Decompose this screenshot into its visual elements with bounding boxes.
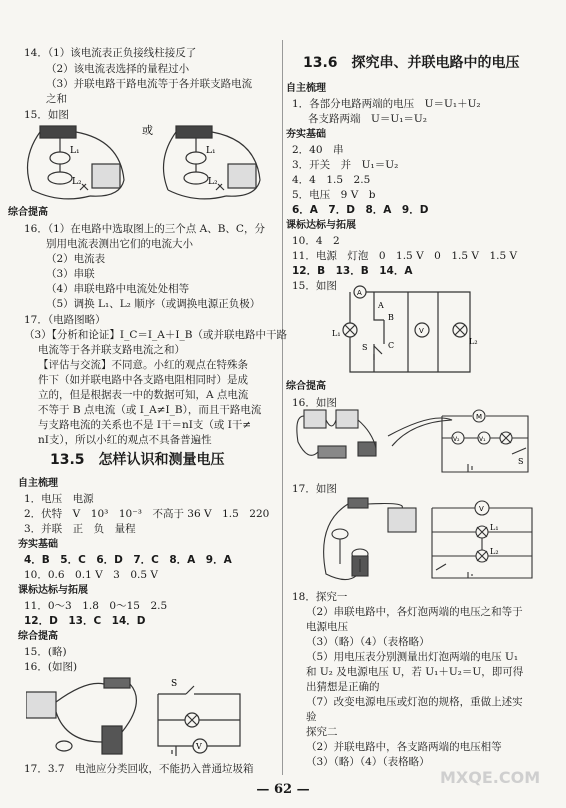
answer-line: 11．0～3 1.8 0～15 2.5 [24,600,168,612]
answer-line: 2．40 串 [292,144,344,156]
answer-line: 10．0.6 0.1 V 3 0.5 V [24,569,158,581]
answer-line: 3．开关 并 U₁＝U₂ [292,159,399,171]
lamp-label: L₁ [70,146,80,156]
answer-line: 4．4 1.5 2.5 [292,174,371,186]
answer-line: 14．（1）该电流表正负接线柱接反了 [24,47,197,59]
chapter-13-6-title: 13.6 探究串、并联电路中的电压 [303,55,520,71]
answer-line: （3）【分析和论证】I_C＝I_A＋I_B（或并联电路中干路 [24,329,287,341]
section-heading: 夯实基础 [18,539,58,550]
answer-line: 16．如图 [292,397,337,409]
answer-line: 【评估与交流】不同意。小红的观点在特殊条 [38,359,248,371]
lamp-label: L₂ [208,177,218,187]
point-label-a: A [378,301,384,310]
answer-line: 15．(略) [24,646,67,658]
answer-line: 电源电压 [306,621,348,633]
answer-line: 电流等于各并联支路电流之和） [38,344,185,356]
answer-line: 3．并联 正 负 量程 [24,523,136,535]
answer-line: 10．4 2 [292,235,340,247]
answer-line: （2）串联电路中，各灯泡两端的电压之和等于 [306,606,523,618]
motor-label: M [476,413,483,421]
answer-line: （5）用电压表分别测量出灯泡两端的电压 U₁ [306,651,519,663]
answer-line: 12．B 13．B 14．A [292,265,413,277]
answer-line: 别用电流表测出它们的电流大小 [46,238,193,250]
answer-line: （4）串联电路中电流处处相等 [46,283,190,295]
answer-line: 件下（如并联电路中各支路电阻相同时）是成 [38,374,248,386]
figure-16-motor-circuit [292,402,554,482]
answer-line: 18．探究一 [292,591,348,603]
lamp-label-l1: L₁ [332,329,341,338]
point-label-c: C [388,341,395,350]
answer-line: 2．伏特 V 10³ 10⁻³ 不高于 36 V 1.5 220 [24,508,270,520]
answer-line: 11．电源 灯泡 0 1.5 V 0 1.5 V 1.5 V [292,250,518,262]
answer-line: 和 U₂ 及电源电压 U，若 U₁＋U₂＝U，即可得 [306,666,524,678]
answer-line: 15．如图 [292,280,337,292]
answer-line: （2）电流表 [46,253,106,265]
column-divider [282,40,283,775]
lamp-label: L₁ [206,146,216,156]
answer-line: 出猜想是正确的 [306,681,380,693]
figure-16-voltage-circuit [26,672,270,760]
answer-line: 立的，但是根据表一中的数据可知，A 点电流 [38,389,249,401]
lamp-label-l1: L₁ [490,523,499,532]
section-heading: 课标达标与拓展 [286,220,356,231]
answer-line: （5）调换 L₁、L₂ 顺序（或调换电源正负极） [46,298,261,310]
answer-line: 17．3.7 电池应分类回收，不能扔入普通垃圾箱 [24,763,254,775]
or-text: 或 [142,124,153,137]
ammeter-label: A [357,289,362,297]
answer-line: 1．各部分电路两端的电压 U＝U₁＋U₂ [292,98,481,110]
section-head-comprehensive: 综合提高 [8,207,48,218]
answer-line: 6．A 7．D 8．A 9．D [292,204,429,216]
figure-17-parallel-circuit [296,494,558,588]
figure-15-circuits [20,120,276,204]
switch-label: S [171,679,178,689]
lamp-label-l2: L₂ [469,337,478,346]
answer-line: 16．(如图) [24,661,78,673]
answer-line: 验 [306,711,317,723]
lamp-label-l2: L₂ [490,547,499,556]
voltmeter-label: V [196,742,202,751]
answer-line: （3）（略）（4）（表格略） [306,756,430,768]
watermark: MXQE.COM [440,768,541,787]
answer-line: 5．电压 9 V b [292,189,376,201]
answer-line: 之和 [46,93,67,105]
answer-line: 12．D 13．C 14．D [24,615,146,627]
answer-line: 各支路两端 U＝U₁＝U₂ [308,113,427,125]
voltmeter-label: V [479,505,484,513]
section-heading: 自主梳理 [18,478,58,489]
section-heading: 自主梳理 [286,83,326,94]
answer-line: 16．（1）在电路中选取图上的三个点 A、B、C，分 [24,223,265,235]
answer-line: （3）串联 [46,268,95,280]
figure-15-series-parallel [330,284,480,378]
switch-label: S [518,457,524,466]
page-number: — 62 — [256,782,310,797]
answer-line: 探究二 [306,726,338,738]
answer-line: 15．如图 [24,109,69,121]
chapter-13-5-title: 13.5 怎样认识和测量电压 [50,452,225,468]
answer-line: （3）并联电路干路电流等于各并联支路电流 [46,78,253,90]
point-label-b: B [388,313,394,322]
answer-line: 不等于 B 点电流（或 I_A≠I_B），而且干路电流 [38,404,262,416]
section-heading: 综合提高 [286,381,326,392]
voltmeter-v2-label: V₂ [453,436,460,443]
section-heading: 课标达标与拓展 [18,585,88,596]
answer-line: 17．如图 [292,483,337,495]
section-heading: 夯实基础 [286,129,326,140]
answer-line: （2）该电流表选择的量程过小 [46,63,190,75]
answer-line: （7）改变电源电压或灯泡的规格，重做上述实 [306,696,523,708]
answer-line: 1．电压 电源 [24,493,94,505]
answer-line: nI支），所以小红的观点不具备普遍性 [38,434,212,446]
answer-line: （3）（略）（4）（表格略） [306,636,430,648]
switch-label: S [362,343,368,352]
answer-line: 17．（电路图略） [24,314,106,326]
answer-line: 与支路电流的关系也不是 I干＝nI支（或 I干≠ [38,419,252,431]
answer-line: （2）并联电路中，各支路两端的电压相等 [306,741,502,753]
voltmeter-v1-label: V₁ [479,436,486,443]
lamp-label: L₂ [72,177,82,187]
voltmeter-label: V [419,327,424,335]
answer-line: 4．B 5．C 6．D 7．C 8．A 9．A [24,554,232,566]
section-heading: 综合提高 [18,631,58,642]
